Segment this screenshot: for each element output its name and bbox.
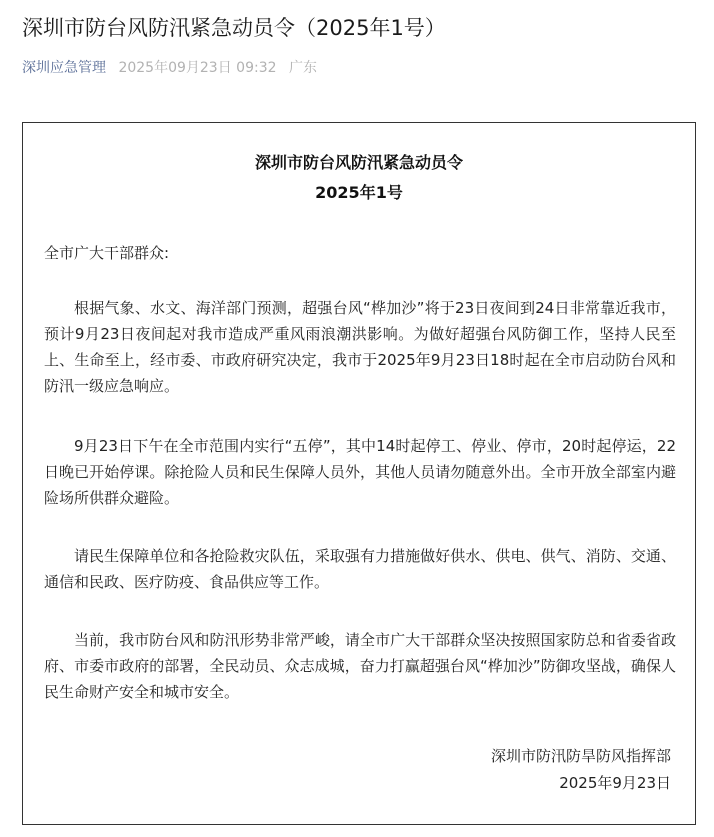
salutation: 全市广大干部群众: [44, 244, 170, 262]
publish-datetime: 2025年09月23日 09:32 [118, 60, 277, 76]
paragraph-forecast: 根据气象、水文、海洋部门预测，超强台风“桦加沙”将于23日夜间到24日非常靠近我市，预计9月23日夜间起对我市造成严重风雨浪潮洪影响。为做好超强台风防御工作，坚持人民至上、生命至上，经市委、市政府研究决定，我市于2025年9月23日18时起在全市启动防台风和防汛一级应急响应。 [44, 299, 676, 395]
notice-document [22, 122, 696, 825]
document-number: 2025年1号 [315, 183, 403, 202]
article-title: 深圳市防台风防汛紧急动员令（2025年1号） [22, 16, 446, 40]
document-heading: 深圳市防台风防汛紧急动员令 [254, 153, 463, 172]
source-account-link[interactable]: 深圳应急管理 [22, 60, 106, 76]
signature-date: 2025年9月23日 [559, 774, 671, 792]
signature-organization: 深圳市防汛防旱防风指挥部 [490, 747, 671, 765]
paragraph-mobilization: 当前，我市防台风和防汛形势非常严峻，请全市广大干部群众坚决按照国家防总和省委省政府、市委市政府的部署，全民动员、众志成城，奋力打赢超强台风“桦加沙”防御攻坚战，确保人民生命财产安全和城市安全。 [44, 631, 676, 701]
publish-region: 广东 [288, 60, 317, 76]
article-meta [22, 58, 317, 78]
paragraph-livelihood: 请民生保障单位和各抢险救灾队伍，采取强有力措施做好供水、供电、供气、消防、交通、通信和民政、医疗防疫、食品供应等工作。 [44, 547, 676, 591]
paragraph-five-stops: 9月23日下午在全市范围内实行“五停”，其中14时起停工、停业、停市，20时起停运，22日晚已开始停课。除抢险人员和民生保障人员外，其他人员请勿随意外出。全市开放全部室内避险场所供群众避险。 [44, 437, 676, 507]
